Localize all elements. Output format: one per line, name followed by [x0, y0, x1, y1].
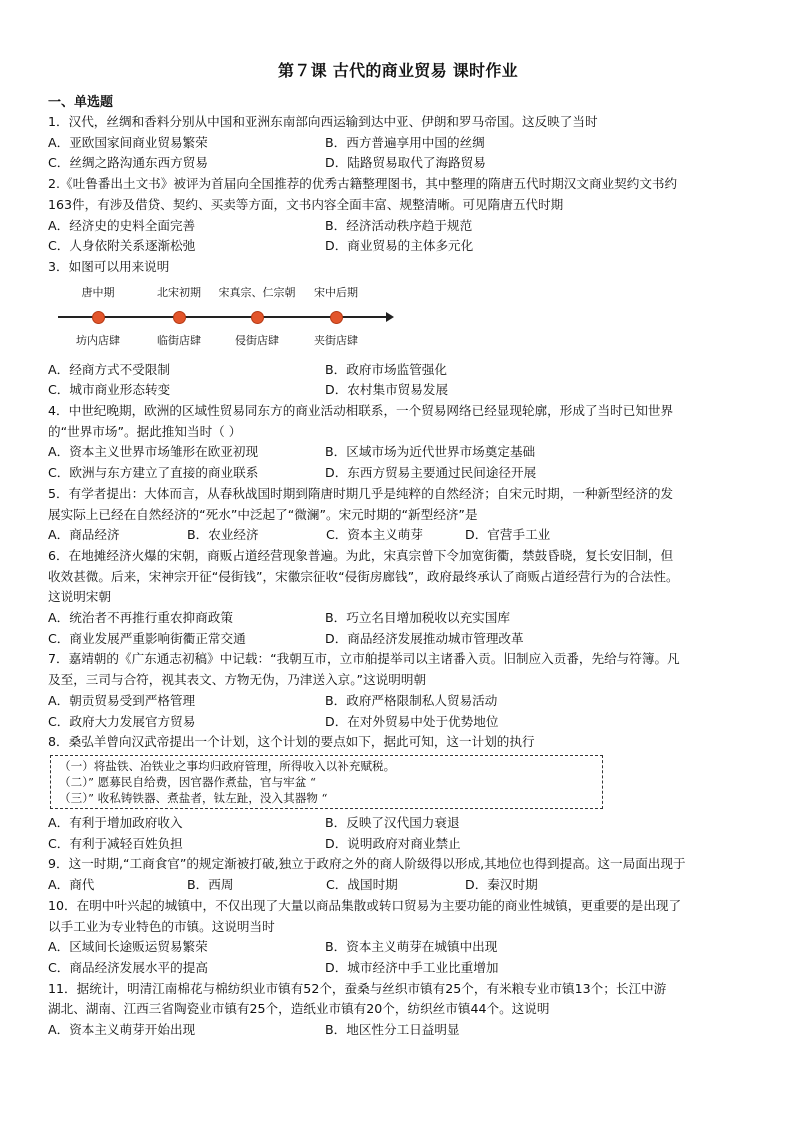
- options: [48, 608, 748, 649]
- question-stem-cont: 以手工业为专业特色的市镇。这说明当时: [48, 918, 275, 934]
- option-a[interactable]: A．统治者不再推行重农抑商政策: [48, 610, 233, 626]
- timeline-figure: [48, 280, 748, 356]
- question-stem-cont: 163件，有涉及借贷、契约、买卖等方面，文书内容全面丰富、规整清晰。可见隋唐五代时期: [48, 196, 564, 212]
- option-c[interactable]: C．商业发展严重影响街衢正常交通: [48, 630, 246, 646]
- option-c[interactable]: C．城市商业形态转变: [48, 382, 171, 398]
- option-b[interactable]: B．西周: [187, 877, 234, 893]
- question-10: [48, 896, 748, 979]
- question-stem: 4．中世纪晚期，欧洲的区域性贸易同东方的商业活动相联系，一个贸易网络已经显现轮廓，形成了当时已知世界: [48, 403, 674, 419]
- question-stem: 11．据统计，明清江南棉花与棉纺织业市镇有52个，蚕桑与丝织市镇有25个，有米粮专业市镇13个；长江中游: [48, 980, 667, 996]
- option-a[interactable]: A．有利于增加政府收入: [48, 814, 183, 830]
- option-d[interactable]: D．商业贸易的主体多元化: [325, 238, 474, 254]
- options: [48, 525, 748, 546]
- option-a[interactable]: A．朝贡贸易受到严格管理: [48, 692, 196, 708]
- question-2: [48, 174, 748, 257]
- option-a[interactable]: A．经商方式不受限制: [48, 361, 170, 377]
- option-d[interactable]: D．说明政府对商业禁止: [325, 835, 461, 851]
- options: [48, 691, 748, 732]
- option-b[interactable]: B．经济活动秩序趋于规范: [325, 217, 473, 233]
- option-c[interactable]: C．有利于减轻百姓负担: [48, 835, 183, 851]
- question-6: [48, 546, 748, 650]
- option-b[interactable]: B．政府严格限制私人贸易活动: [325, 692, 498, 708]
- option-c[interactable]: C．商品经济发展水平的提高: [48, 959, 208, 975]
- question-1: [48, 112, 748, 174]
- options: [48, 216, 748, 257]
- option-c[interactable]: C．政府大力发展官方贸易: [48, 713, 196, 729]
- option-d[interactable]: D．东西方贸易主要通过民间途径开展: [325, 465, 537, 481]
- material-line: （一）将盐铁、冶铁业之事均归政府管理，所得收入以补充赋税。: [59, 758, 396, 773]
- options: [48, 442, 748, 483]
- question-stem: 8．桑弘羊曾向汉武帝提出一个计划，这个计划的要点如下，据此可知，这一计划的执行: [48, 734, 535, 750]
- options: [48, 133, 748, 174]
- options: [48, 937, 748, 978]
- option-c[interactable]: C．资本主义萌芽: [326, 527, 423, 543]
- material-line: （三）” 收私铸铁器、煮盐者，钛左趾，没入其器物 “: [59, 790, 328, 805]
- option-a[interactable]: A．区域间长途贩运贸易繁荣: [48, 939, 208, 955]
- option-d[interactable]: D．陆路贸易取代了海路贸易: [325, 155, 486, 171]
- question-4: [48, 401, 748, 484]
- option-b[interactable]: B．农业经济: [187, 527, 259, 543]
- timeline-period-label: 唐中期: [81, 285, 115, 299]
- option-a[interactable]: A．资本主义萌芽开始出现: [48, 1022, 196, 1038]
- question-7: [48, 649, 748, 732]
- option-b[interactable]: B．地区性分工日益明显: [325, 1022, 460, 1038]
- options: [48, 813, 748, 854]
- option-d[interactable]: D．商品经济发展推动城市管理改革: [325, 630, 524, 646]
- timeline-dot: [330, 311, 343, 324]
- timeline-period-label: 宋真宗、仁宗朝: [218, 285, 296, 299]
- question-stem: 1．汉代，丝绸和香料分别从中国和亚洲东南部向西运输到达中亚、伊朗和罗马帝国。这反映了当时: [48, 114, 598, 129]
- option-b[interactable]: B．巧立名目增加税收以充实国库: [325, 610, 510, 626]
- timeline-dot: [251, 311, 264, 324]
- timeline-period-label: 北宋初期: [157, 285, 201, 299]
- question-stem: 3．如图可以用来说明: [48, 258, 170, 274]
- option-a[interactable]: A．经济史的史料全面完善: [48, 217, 196, 233]
- timeline-dot: [173, 311, 186, 324]
- option-a[interactable]: A．商代: [48, 877, 95, 893]
- question-stem: 10．在明中叶兴起的城镇中，不仅出现了大量以商品集散或转口贸易为主要功能的商业性城镇，更重要的是出现了: [48, 897, 682, 913]
- question-stem-cont: 湖北、湖南、江西三省陶瓷业市镇有25个，造纸业市镇有20个，纺织丝市镇44个。这说明: [48, 1001, 550, 1017]
- question-stem: 9．这一时期,“工商食官”的规定渐被打破,独立于政府之外的商人阶级得以形成,其地位也得到提高。这一局面出现于: [48, 856, 686, 872]
- section-heading: 一、单选题: [48, 95, 114, 110]
- option-c[interactable]: C．战国时期: [326, 877, 398, 893]
- option-d[interactable]: D．秦汉时期: [465, 877, 538, 893]
- question-3: [48, 257, 748, 401]
- material-line: （二）” 愿募民自给费，因官器作煮盐，官与牢盆 “: [59, 774, 316, 789]
- option-b[interactable]: B．西方普遍享用中国的丝绸: [325, 134, 485, 150]
- options: [48, 1020, 748, 1041]
- page-title: 第７课 古代的商业贸易 课时作业: [278, 61, 518, 80]
- option-d[interactable]: D．农村集市贸易发展: [325, 382, 449, 398]
- question-8: [48, 732, 748, 854]
- timeline-shop-label: 坊内店肆: [76, 333, 120, 347]
- option-d[interactable]: D．城市经济中手工业比重增加: [325, 959, 499, 975]
- option-b[interactable]: B．区域市场为近代世界市场奠定基础: [325, 444, 536, 460]
- timeline-arrow: [386, 312, 394, 322]
- material-box: [50, 755, 603, 809]
- question-stem-cont: 收效甚微。后来，宋神宗开征“侵街钱”，宋徽宗征收“侵街房廊钱”，政府最终承认了商贩占道经营行为的合法性。: [48, 568, 679, 584]
- question-stem-cont: 这说明宋朝: [48, 589, 111, 605]
- option-a[interactable]: A．亚欧国家间商业贸易繁荣: [48, 134, 208, 150]
- question-stem-cont: 展实际上已经在自然经济的“死水”中泛起了“微澜”。宋元时期的“新型经济”是: [48, 506, 478, 522]
- option-a[interactable]: A．商品经济: [48, 527, 120, 543]
- question-stem: 2.《吐鲁番出土文书》被评为首届向全国推荐的优秀古籍整理图书，其中整理的隋唐五代时期汉文商业契约文书约: [48, 176, 678, 192]
- timeline-shop-label: 临街店肆: [157, 333, 201, 347]
- option-c[interactable]: C．欧洲与东方建立了直接的商业联系: [48, 465, 259, 481]
- options: [48, 360, 748, 401]
- options: [48, 875, 748, 896]
- option-d[interactable]: D．官营手工业: [465, 527, 551, 543]
- option-d[interactable]: D．在对外贸易中处于优势地位: [325, 713, 499, 729]
- question-5: [48, 484, 748, 546]
- timeline-shop-label: 夹街店肆: [314, 333, 358, 347]
- timeline-shop-label: 侵街店肆: [235, 333, 279, 347]
- question-stem: 6．在地摊经济火爆的宋朝，商贩占道经营现象普遍。为此，宋真宗曾下令加宽街衢，禁鼓昏晓，复长安旧制，但: [48, 547, 674, 563]
- option-a[interactable]: A．资本主义世界市场雏形在欧亚初现: [48, 444, 259, 460]
- worksheet-page: [48, 58, 748, 1041]
- option-b[interactable]: B．政府市场监管强化: [325, 361, 447, 377]
- question-stem-cont: 的“世界市场”。据此推知当时（ ）: [48, 423, 242, 439]
- question-stem: 5．有学者提出：大体而言，从春秋战国时期到隋唐时期几乎是纯粹的自然经济；自宋元时期，一种新型经济的发: [48, 485, 674, 501]
- question-9: [48, 854, 748, 895]
- question-11: [48, 979, 748, 1041]
- question-stem: 7．嘉靖朝的《广东通志初稿》中记载：“我朝互市，立市舶提举司以主诸番入贡。旧制应入贡番，先给与符簿。凡: [48, 651, 680, 667]
- option-b[interactable]: B．资本主义萌芽在城镇中出现: [325, 939, 498, 955]
- option-c[interactable]: C．丝绸之路沟通东西方贸易: [48, 155, 208, 171]
- question-stem-cont: 及至，三司与合符，视其表文、方物无伪，乃津送入京。”这说明明朝: [48, 672, 427, 688]
- option-b[interactable]: B．反映了汉代国力衰退: [325, 814, 460, 830]
- option-c[interactable]: C．人身依附关系逐渐松弛: [48, 238, 196, 254]
- timeline-period-label: 宋中后期: [314, 285, 358, 299]
- timeline-dot: [92, 311, 105, 324]
